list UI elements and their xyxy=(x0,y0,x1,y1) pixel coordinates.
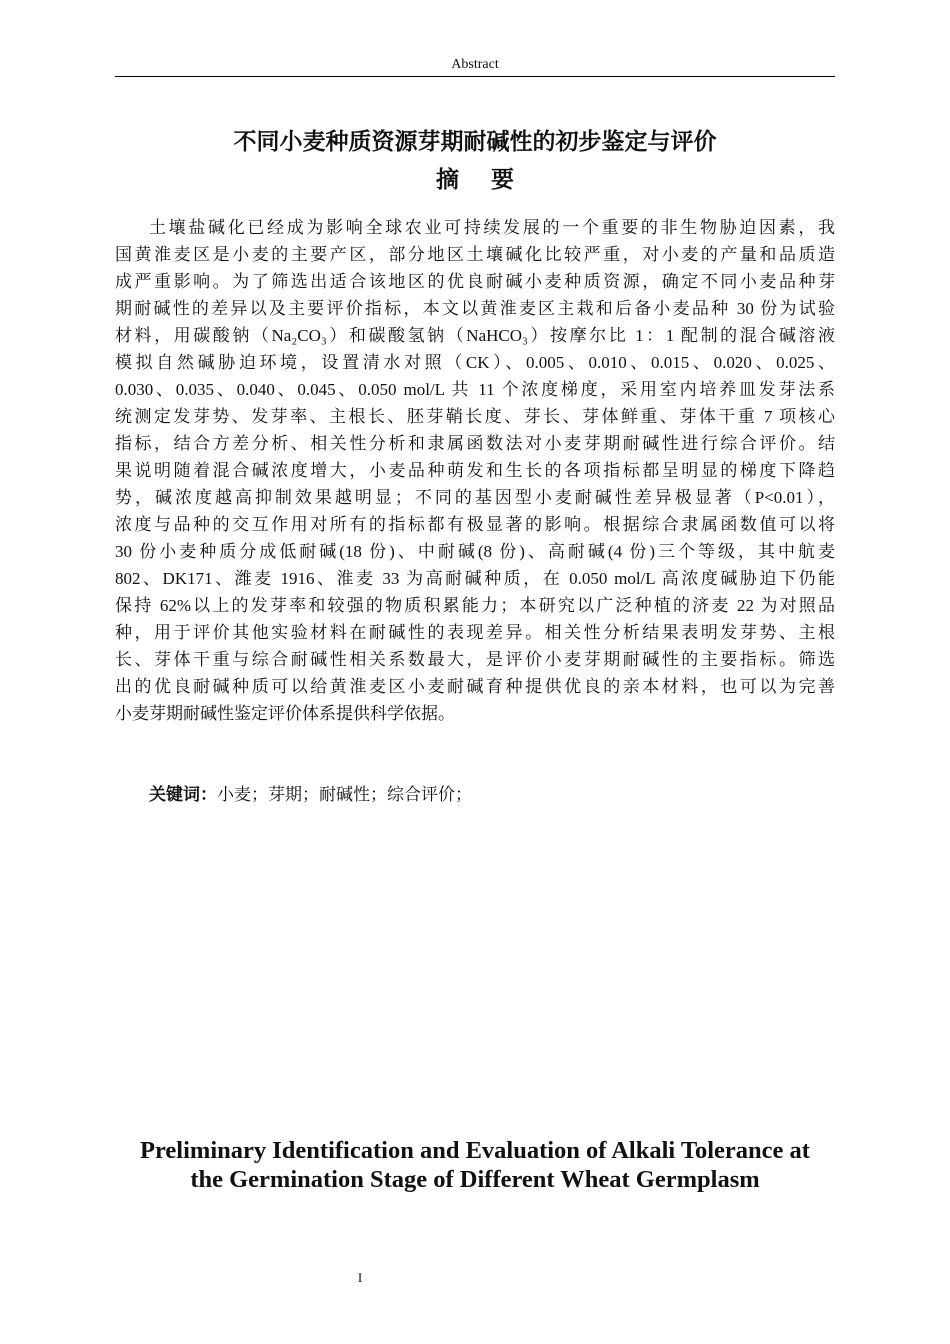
abstract-line: 保持 62%以上的发芽率和较强的物质积累能力；本研究以广泛种植的济麦 22 为对照品 xyxy=(115,596,835,615)
abstract-line: 小麦芽期耐碱性鉴定评价体系提供科学依据。 xyxy=(115,704,455,723)
running-header: Abstract xyxy=(451,57,499,72)
header-rule xyxy=(115,76,835,77)
abstract-line: 国黄淮麦区是小麦的主要产区，部分地区土壤碱化比较严重，对小麦的产量和品质造 xyxy=(115,245,835,264)
abstract-line: 30 份小麦种质分成低耐碱(18 份)、中耐碱(8 份)、高耐碱(4 份)三个等级，其中航麦 xyxy=(115,542,835,561)
abstract-line: 出的优良耐碱种质可以给黄淮麦区小麦耐碱育种提供优良的亲本材料，也可以为完善 xyxy=(115,677,835,696)
keywords xyxy=(149,781,835,809)
abstract-line: 成严重影响。为了筛选出适合该地区的优良耐碱小麦种质资源，确定不同小麦品种芽 xyxy=(115,272,835,291)
abstract-line: 指标，结合方差分析、相关性分析和隶属函数法对小麦芽期耐碱性进行综合评价。结 xyxy=(115,434,835,453)
abstract-line: 势，碱浓度越高抑制效果越明显；不同的基因型小麦耐碱性差异极显著（P<0.01）， xyxy=(115,488,835,507)
abstract-line: 果说明随着混合碱浓度增大，小麦品种萌发和生长的各项指标都呈明显的梯度下降趋 xyxy=(115,461,835,480)
abstract-line: 浓度与品种的交互作用对所有的指标都有极显著的影响。根据综合隶属函数值可以将 xyxy=(115,515,835,534)
abstract-line: 长、芽体干重与综合耐碱性相关系数最大，是评价小麦芽期耐碱性的主要指标。筛选 xyxy=(115,650,835,669)
keywords-text: 小麦；芽期；耐碱性；综合评价； xyxy=(217,785,472,804)
abstract-line: 模拟自然碱胁迫环境，设置清水对照（CK）、0.005、0.010、0.015、0.020、0.025、 xyxy=(115,353,835,372)
keywords-label: 关键词： xyxy=(149,785,217,805)
abstract-line: 0.030、0.035、0.040、0.045、0.050 mol/L 共 11 个浓度梯度，采用室内培养皿发芽法系 xyxy=(115,380,835,399)
abstract-body xyxy=(115,214,835,727)
chinese-title: 不同小麦种质资源芽期耐碱性的初步鉴定与评价 xyxy=(233,129,717,155)
english-title-line: the Germination Stage of Different Wheat Germplasm xyxy=(190,1166,760,1193)
abstract-line: 材料，用碳酸钠（Na₂CO₃）和碳酸氢钠（NaHCO₃）按摩尔比 1：1 配制的混合碱溶液 xyxy=(115,326,835,345)
english-title-line: Preliminary Identification and Evaluation of Alkali Tolerance at xyxy=(140,1137,810,1164)
english-title xyxy=(115,1136,835,1194)
abstract-line: 期耐碱性的差异以及主要评价指标，本文以黄淮麦区主栽和后备小麦品种 30 份为试验 xyxy=(115,299,835,318)
abstract-line: 802、DK171、潍麦 1916、淮麦 33 为高耐碱种质，在 0.050 mol/L 高浓度碱胁迫下仍能 xyxy=(115,569,835,588)
abstract-line: 土壤盐碱化已经成为影响全球农业可持续发展的一个重要的非生物胁迫因素，我 xyxy=(149,218,835,237)
abstract-heading: 摘要 xyxy=(436,167,546,193)
abstract-line: 种，用于评价其他实验材料在耐碱性的表现差异。相关性分析结果表明发芽势、主根 xyxy=(115,623,835,642)
abstract-line: 统测定发芽势、发芽率、主根长、胚芽鞘长度、芽长、芽体鲜重、芽体干重 7 项核心 xyxy=(115,407,835,426)
page-number: I xyxy=(357,1270,363,1285)
